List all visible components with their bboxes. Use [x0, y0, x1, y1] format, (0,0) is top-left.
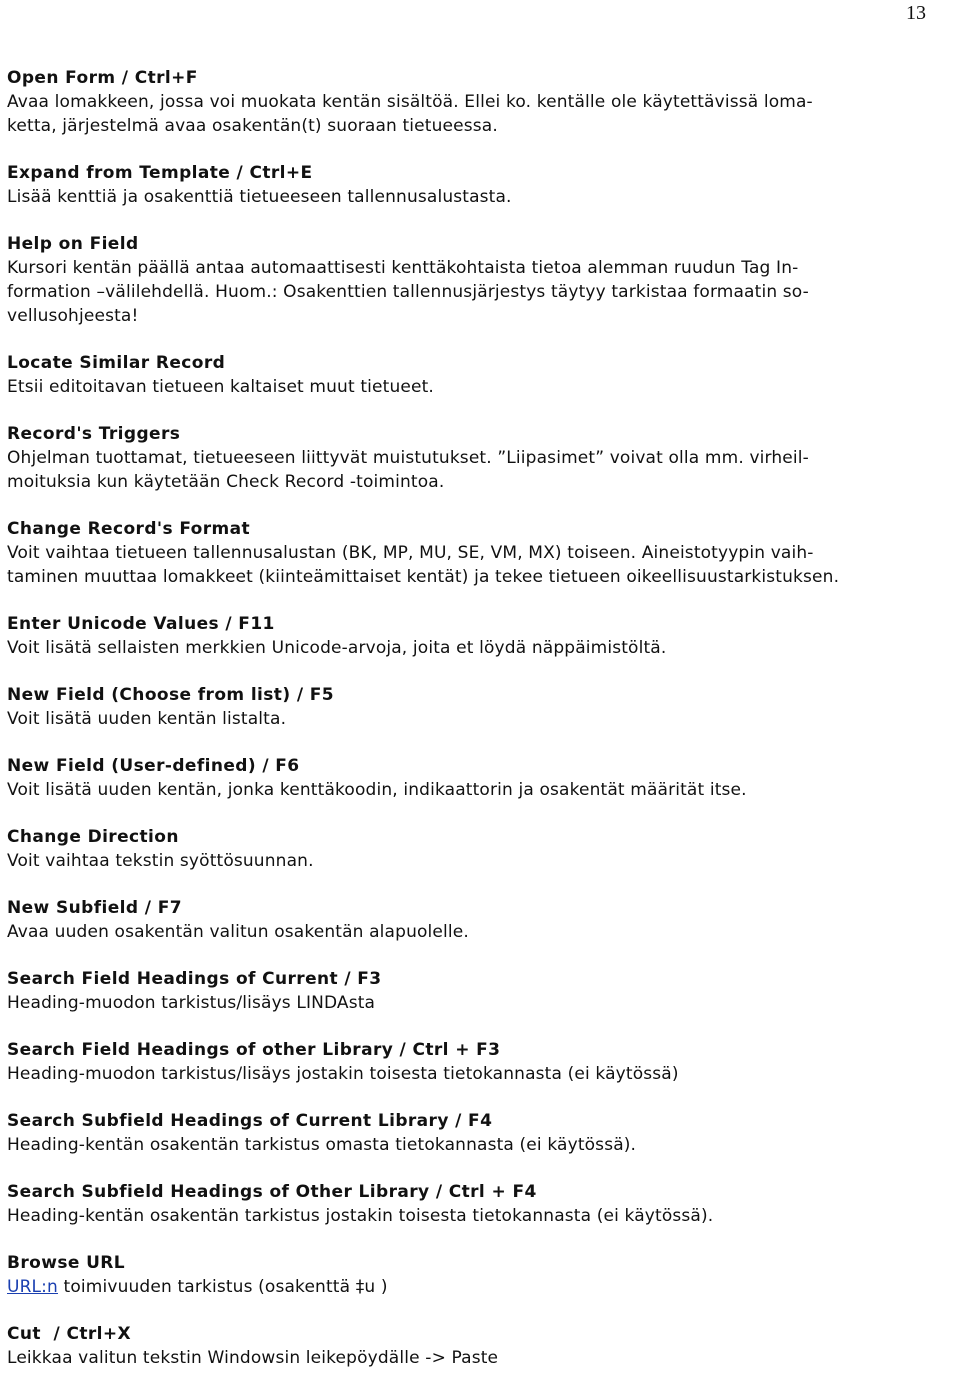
command-entry [7, 161, 957, 209]
command-entry [7, 1180, 957, 1228]
command-entries [7, 66, 957, 1228]
command-entry [7, 1109, 957, 1157]
entry-body [7, 90, 957, 138]
entry-body [7, 991, 957, 1015]
entry-title: New Subfield / F7 [7, 898, 182, 918]
entry-text-line: Ohjelman tuottamat, tietueeseen liittyvät muistutukset. ”Liipasimet” voivat olla mm. virheil- [7, 448, 809, 468]
command-entry [7, 754, 957, 802]
command-entry [7, 967, 957, 1015]
entry-body [7, 707, 957, 731]
entry-title: New Field (Choose from list) / F5 [7, 685, 334, 705]
entry-title: Change Direction [7, 827, 179, 847]
entry-text-line: ketta, järjestelmä avaa osakentän(t) suoraan tietueessa. [7, 116, 498, 136]
command-entry [7, 683, 957, 731]
entry-body [7, 849, 957, 873]
entry-title: Help on Field [7, 234, 139, 254]
entry-text-line: Avaa lomakkeen, jossa voi muokata kentän sisältöä. Ellei ko. kentälle ole käytettävissä loma- [7, 92, 813, 112]
entry-title: Cut / Ctrl+X [7, 1324, 132, 1344]
entry-body [7, 778, 957, 802]
entry-title: Search Field Headings of other Library / Ctrl + F3 [7, 1040, 501, 1060]
entry-title: Record's Triggers [7, 424, 181, 444]
entry-browse-url [7, 1251, 957, 1299]
entry-text-line: formation –välilehdellä. Huom.: Osakenttien tallennusjärjestys täytyy tarkistaa formaatin so- [7, 282, 809, 302]
command-entry [7, 825, 957, 873]
entry-title: New Field (User-defined) / F6 [7, 756, 300, 776]
command-list [7, 66, 957, 1393]
entry-title: Change Record's Format [7, 519, 251, 539]
entry-text-line: Voit vaihtaa tekstin syöttösuunnan. [7, 851, 314, 871]
entry-title: Open Form / Ctrl+F [7, 68, 198, 88]
entry-body [7, 1062, 957, 1086]
entry-text-line: vellusohjeesta! [7, 306, 139, 326]
entry-title: Expand from Template / Ctrl+E [7, 163, 313, 183]
entry-title: Search Subfield Headings of Current Library / F4 [7, 1111, 493, 1131]
command-entry [7, 896, 957, 944]
entry-body [7, 541, 957, 589]
entry-text-line: Kursori kentän päällä antaa automaattisesti kenttäkohtaista tietoa alemman ruudun Tag In- [7, 258, 799, 278]
entry-text-line: Voit lisätä sellaisten merkkien Unicode-arvoja, joita et löydä näppäimistöltä. [7, 638, 667, 658]
page-number: 13 [906, 2, 926, 24]
entry-text-line: Voit lisätä uuden kentän listalta. [7, 709, 287, 729]
entry-text-line: Etsii editoitavan tietueen kaltaiset muut tietueet. [7, 377, 434, 397]
entry-body [7, 1204, 957, 1228]
entry-cut [7, 1322, 957, 1370]
entry-body [7, 920, 957, 944]
entry-text-line: Voit vaihtaa tietueen tallennusalustan (BK, MP, MU, SE, VM, MX) toiseen. Aineistotyypin vaih- [7, 543, 814, 563]
url-link[interactable]: URL:n [7, 1277, 58, 1297]
entry-body [7, 1275, 957, 1299]
entry-body [7, 185, 957, 209]
entry-body [7, 636, 957, 660]
entry-body [7, 1133, 957, 1157]
command-entry [7, 517, 957, 589]
entry-title: Browse URL [7, 1253, 126, 1273]
command-entry [7, 232, 957, 328]
entry-text: Leikkaa valitun tekstin Windowsin leikepöydälle -> Paste [7, 1348, 499, 1368]
entry-title: Search Field Headings of Current / F3 [7, 969, 382, 989]
entry-title: Search Subfield Headings of Other Library / Ctrl + F4 [7, 1182, 537, 1202]
entry-body [7, 446, 957, 494]
entry-text-line: Heading-kentän osakentän tarkistus omasta tietokannasta (ei käytössä). [7, 1135, 637, 1155]
command-entry [7, 1038, 957, 1086]
entry-text-line: Avaa uuden osakentän valitun osakentän alapuolelle. [7, 922, 469, 942]
entry-title: Locate Similar Record [7, 353, 226, 373]
entry-text-line: Heading-muodon tarkistus/lisäys LINDAsta [7, 993, 376, 1013]
entry-title: Enter Unicode Values / F11 [7, 614, 275, 634]
command-entry [7, 66, 957, 138]
command-entry [7, 351, 957, 399]
entry-body [7, 375, 957, 399]
entry-body [7, 1346, 957, 1370]
entry-text: toimivuuden tarkistus (osakenttä ‡u ) [57, 1277, 388, 1297]
entry-text-line: moituksia kun käytetään Check Record -toimintoa. [7, 472, 445, 492]
command-entry [7, 612, 957, 660]
entry-text-line: Lisää kenttiä ja osakenttiä tietueeseen tallennusalustasta. [7, 187, 512, 207]
entry-body [7, 256, 957, 328]
entry-text-line: Voit lisätä uuden kentän, jonka kenttäkoodin, indikaattorin ja osakentät määrität itse. [7, 780, 747, 800]
command-entry [7, 422, 957, 494]
entry-text-line: Heading-muodon tarkistus/lisäys jostakin toisesta tietokannasta (ei käytössä) [7, 1064, 679, 1084]
entry-text-line: Heading-kentän osakentän tarkistus jostakin toisesta tietokannasta (ei käytössä). [7, 1206, 714, 1226]
entry-text-line: taminen muuttaa lomakkeet (kiinteämittaiset kentät) ja tekee tietueen oikeellisuustarkistuksen. [7, 567, 840, 587]
